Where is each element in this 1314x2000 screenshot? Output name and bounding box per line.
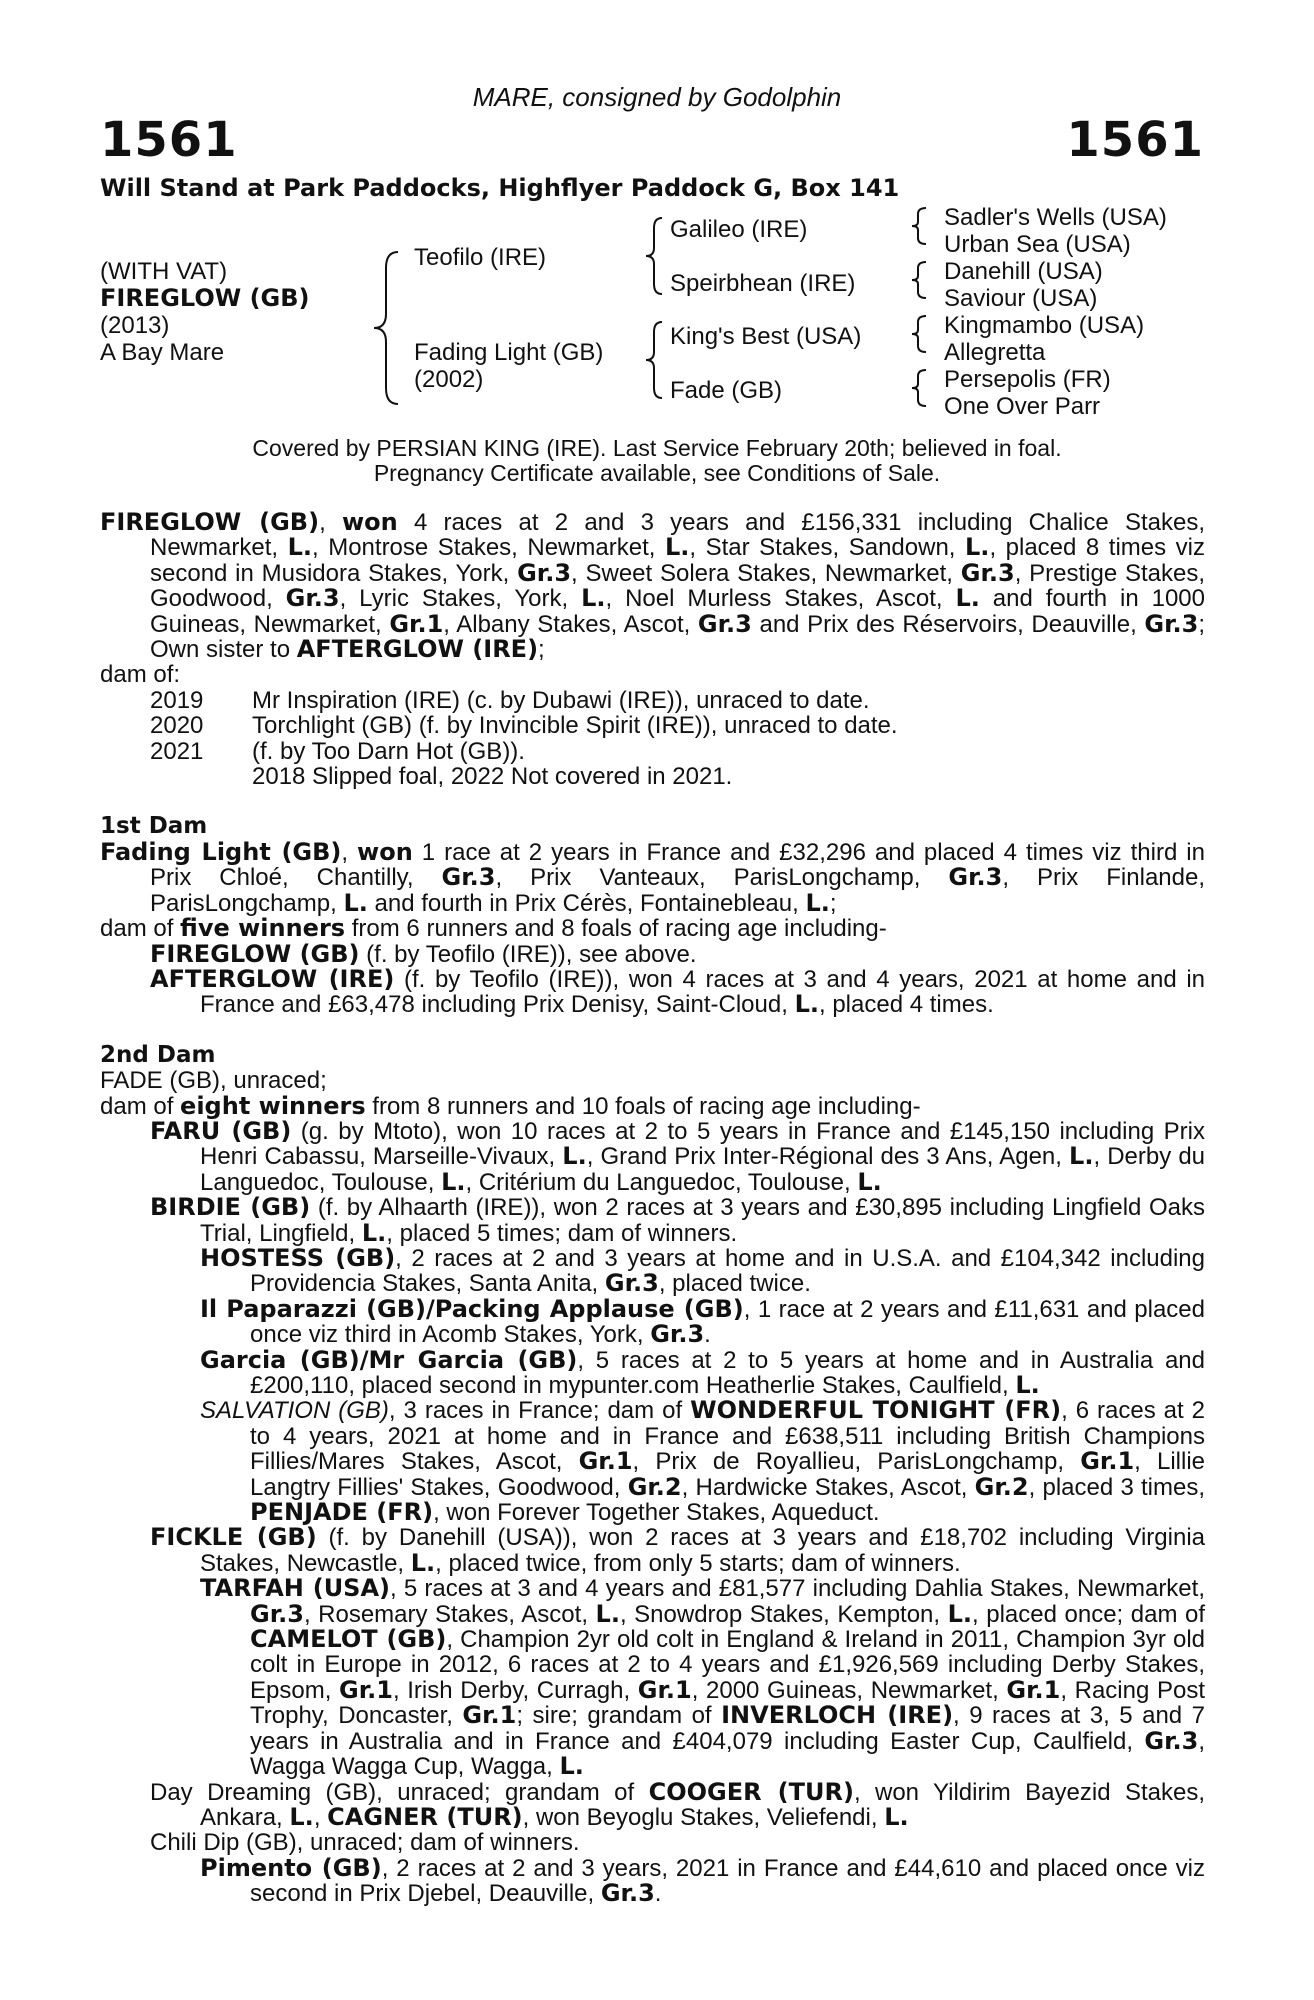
spacer	[100, 1018, 1205, 1043]
catalogue-paragraph: dam of eight winners from 8 runners and 10 foals of racing age including-	[100, 1091, 921, 1120]
sire-sire: Galileo (IRE)	[670, 216, 808, 243]
catalogue-paragraph: 2021 (f. by Too Darn Hot (GB)).	[150, 737, 525, 765]
catalogue-paragraph: 2019 Mr Inspiration (IRE) (c. by Dubawi (IRE)), unraced to date.	[150, 686, 870, 714]
catalogue-paragraph: 2018 Slipped foal, 2022 Not covered in 2021.	[252, 763, 733, 791]
spacer	[100, 789, 1205, 814]
horse-description: A Bay Mare	[100, 339, 225, 366]
dam-sire-dam: Allegretta	[944, 339, 1046, 366]
catalogue-paragraph: SALVATION (GB), 3 races in France; dam of WONDERFUL TONIGHT (FR), 6 races at 2 to 4 years, 2021 at home and in France and £638,511 including British Champions Fillies/Mares Stakes, Ascot, Gr.1, Prix de Royallieu, ParisLongchamp, Gr.1, Lillie Langtry Fillies' Stakes, Goodwood, Gr.2, Hardwicke Stakes, Ascot, Gr.2, placed 3 times, PENJADE (FR), won Forever Together Stakes, Aqueduct.	[200, 1396, 1206, 1527]
horse-year: (2013)	[100, 312, 170, 339]
catalogue-paragraph: HOSTESS (GB), 2 races at 2 and 3 years at home and in U.S.A. and £104,342 including Providencia Stakes, Santa Anita, Gr.3, placed twice.	[200, 1243, 1205, 1298]
section-heading: 2nd Dam	[100, 1041, 216, 1068]
pedigree-brace-sire	[640, 214, 666, 298]
sire-sire-sire: Sadler's Wells (USA)	[944, 204, 1167, 231]
catalogue-paragraph: Pimento (GB), 2 races at 2 and 3 years, 2021 in France and £44,610 and placed once viz second in Prix Djebel, Deauville, Gr.3.	[200, 1853, 1206, 1908]
lot-number-left: 1561	[100, 112, 238, 168]
sire-dam: Speirbhean (IRE)	[670, 270, 856, 297]
sire-dam-dam: Saviour (USA)	[944, 285, 1098, 312]
lot-number-right: 1561	[1066, 112, 1204, 168]
catalogue-paragraph: Chili Dip (GB), unraced; dam of winners.	[150, 1829, 580, 1857]
catalogue-paragraph: FICKLE (GB) (f. by Danehill (USA)), won 2 races at 3 years and £18,702 including Virginia Stakes, Newcastle, L., placed twice, from only 5 starts; dam of winners.	[150, 1523, 1205, 1577]
stand-location: Will Stand at Park Paddocks, Highflyer Paddock G, Box 141	[100, 174, 900, 202]
sire-sire-dam: Urban Sea (USA)	[944, 231, 1131, 258]
covered-line-1: Covered by PERSIAN KING (IRE). Last Service February 20th; believed in foal.	[252, 435, 1062, 461]
catalogue-paragraph: FIREGLOW (GB), won 4 races at 2 and 3 years and £156,331 including Chalice Stakes, Newmarket, L., Montrose Stakes, Newmarket, L., Star Stakes, Sandown, L., placed 8 times viz second in Musidora Stakes, York, Gr.3, Sweet Solera Stakes, Newmarket, Gr.3, Prestige Stakes, Goodwood, Gr.3, Lyric Stakes, York, L., Noel Murless Stakes, Ascot, L. and fourth in 1000 Guineas, Newmarket, Gr.1, Albany Stakes, Ascot, Gr.3 and Prix des Réservoirs, Deauville, Gr.3; Own sister to AFTERGLOW (IRE);	[100, 508, 1206, 664]
vat-label: (WITH VAT)	[100, 258, 228, 285]
catalogue-paragraph: TARFAH (USA), 5 races at 3 and 4 years and £81,577 including Dahlia Stakes, Newmarket, Gr.3, Rosemary Stakes, Ascot, L., Snowdrop Stakes, Kempton, L., placed once; dam of CAMELOT (GB), Champion 2yr old colt in England & Ireland in 2011, Champion 3yr old colt in Europe in 2012, 6 races at 2 to 4 years and £1,926,569 including Derby Stakes, Epsom, Gr.1, Irish Derby, Curragh, Gr.1, 2000 Guineas, Newmarket, Gr.1, Racing Post Trophy, Doncaster, Gr.1; sire; grandam of INVERLOCH (IRE), 9 races at 3, 5 and 7 years in Australia and in France and £404,079 including Easter Cup, Caulfield, Gr.3, Wagga Wagga Cup, Wagga, L.	[200, 1574, 1206, 1781]
catalogue-paragraph: BIRDIE (GB) (f. by Alhaarth (IRE)), won 2 races at 3 years and £30,895 including Lingfield Oaks Trial, Lingfield, L., placed 5 times; dam of winners.	[150, 1193, 1206, 1247]
consignor-subtitle: MARE, consigned by Godolphin	[472, 82, 842, 112]
catalogue-paragraph: FARU (GB) (g. by Mtoto), won 10 races at 2 to 5 years in France and £145,150 including Prix Henri Cabassu, Marseille-Vivaux, L., Grand Prix Inter-Régional des 3 Ans, Agen, L., Derby du Languedoc, Toulouse, L., Critérium du Languedoc, Toulouse, L.	[150, 1116, 1206, 1196]
catalogue-paragraph: Garcia (GB)/Mr Garcia (GB), 5 races at 2 to 5 years at home and in Australia and £200,110, placed second in mypunter.com Heatherlie Stakes, Caulfield, L.	[200, 1345, 1205, 1399]
dam-year: (2002)	[414, 366, 484, 393]
covered-line-2: Pregnancy Certificate available, see Conditions of Sale.	[373, 460, 941, 486]
catalogue-paragraph: FIREGLOW (GB) (f. by Teofilo (IRE)), see above.	[150, 939, 697, 968]
covered-note	[0, 436, 1314, 486]
catalogue-paragraph: FADE (GB), unraced;	[100, 1067, 327, 1095]
sire-dam-sire: Danehill (USA)	[944, 258, 1103, 285]
dam-dam-dam: One Over Parr	[944, 393, 1101, 420]
catalogue-paragraph: AFTERGLOW (IRE) (f. by Teofilo (IRE)), won 4 races at 3 and 4 years, 2021 at home and in France and £63,478 including Prix Denisy, Saint-Cloud, L., placed 4 times.	[150, 964, 1205, 1019]
pedigree-brace-dam	[640, 318, 666, 402]
dam: Fading Light (GB)	[414, 339, 604, 366]
catalogue-paragraph: Fading Light (GB), won 1 race at 2 years in France and £32,296 and placed 4 times viz third in Prix Chloé, Chantilly, Gr.3, Prix Vanteaux, ParisLongchamp, Gr.3, Prix Finlande, ParisLongchamp, L. and fourth in Prix Cérès, Fontainebleau, L.;	[100, 837, 1206, 917]
pedigree-brace-main	[368, 248, 402, 408]
dam-sire-sire: Kingmambo (USA)	[944, 312, 1145, 339]
dam-dam: Fade (GB)	[670, 377, 783, 404]
section-heading: 1st Dam	[100, 813, 208, 840]
catalogue-paragraph: dam of:	[100, 661, 181, 689]
catalogue-paragraph: Day Dreaming (GB), unraced; grandam of COOGER (TUR), won Yildirim Bayezid Stakes, Ankara, L., CAGNER (TUR), won Beyoglu Stakes, Veliefendi, L.	[150, 1777, 1205, 1831]
catalogue-paragraph: Il Paparazzi (GB)/Packing Applause (GB), 1 race at 2 years and £11,631 and placed once viz third in Acomb Stakes, York, Gr.3.	[200, 1294, 1205, 1349]
sire: Teofilo (IRE)	[414, 244, 547, 271]
catalogue-paragraph: 2020 Torchlight (GB) (f. by Invincible Spirit (IRE)), unraced to date.	[150, 712, 898, 740]
catalogue-body	[100, 510, 1205, 1907]
dam-sire: King's Best (USA)	[670, 323, 862, 350]
catalogue-paragraph: dam of five winners from 6 runners and 8 foals of racing age including-	[100, 914, 887, 943]
pedigree-braces-third-gen	[906, 200, 930, 416]
horse-name: FIREGLOW (GB)	[100, 284, 310, 312]
dam-dam-sire: Persepolis (FR)	[944, 366, 1111, 393]
